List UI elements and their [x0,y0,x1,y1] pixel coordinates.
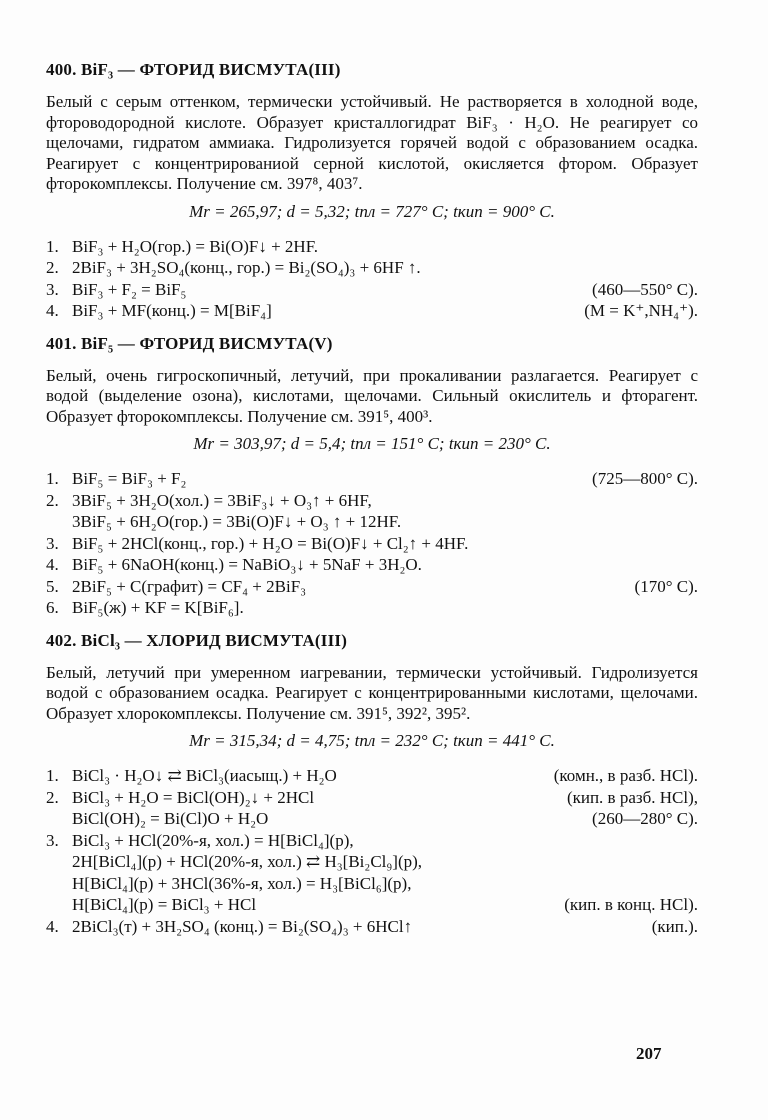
reaction-equation: BiF₅ + 6NaOH(конц.) = NaBiO₃↓ + 5NaF + 3H₂O. [72,555,422,574]
reaction-line [46,554,698,576]
reaction-equation: 3BiF₅ + 3H₂O(хол.) = 3BiF₃↓ + O₃↑ + 6HF, [72,490,372,510]
reaction-list-402 [46,765,698,937]
reaction-equation: BiCl₃ · H₂O↓ ⇄ BiCl₃(иасыщ.) + H₂O [72,766,337,785]
reaction-condition: (260—280° C). [592,809,698,828]
reaction-line [46,851,698,873]
reaction-line [46,468,698,490]
reaction-number: 1. [46,766,59,785]
reaction-line [46,300,698,322]
reaction-number [46,851,72,873]
reaction-number [46,808,72,830]
reaction-condition [690,533,698,555]
reaction-equation: H[BiCl₄](р) + 3HCl(36%-я, хол.) = H₃[BiCl₆](р), [72,873,412,893]
reaction-list-401 [46,468,698,619]
reaction-equation: BiF₅(ж) + KF = K[BiF₆]. [72,598,244,617]
reaction-line [46,830,698,852]
reaction-condition [690,511,698,533]
section-properties-401: Mr = 303,97; d = 5,4; tпл = 151° C; tкип = 230° C. [193,434,551,453]
reaction-line [46,765,698,787]
reaction-condition [690,554,698,576]
reaction-condition [690,830,698,852]
reaction-number: 4. [46,301,59,320]
reaction-number [46,873,72,895]
reaction-condition [690,851,698,873]
page-content [46,60,698,937]
reaction-equation: H[BiCl₄](р) = BiCl₃ + HCl [72,895,257,914]
reaction-number: 2. [46,787,59,807]
reaction-equation: 2BiF₅ + C(графит) = CF₄ + 2BiF₃ [72,576,307,596]
reaction-condition [690,236,698,258]
reaction-list-400 [46,236,698,322]
reaction-equation: BiCl₃ + H₂O = BiCl(OH)₂↓ + 2HCl [72,787,315,807]
section-description-401: Белый, очень гигроскопичный, летучий, при прокаливании разлагается. Реагирует с водой (выделение озона), кислотами, щелочами. Сильный окислитель и фторагент. Образует фторокомплексы. Получение см. 391⁵, 400³. [46,365,698,426]
reaction-number: 5. [46,576,59,596]
reaction-line [46,533,698,555]
reaction-line [46,279,698,301]
reaction-equation: 2BiF₃ + 3H₂SO₄(конц., гор.) = Bi₂(SO₄)₃ + 6HF ↑. [72,258,421,277]
reaction-number [46,894,72,916]
page-number: 207 [636,1044,662,1063]
reaction-number: 6. [46,598,59,617]
reaction-line [46,597,698,619]
reaction-line [46,873,698,895]
reaction-number: 3. [46,533,59,553]
reaction-equation: BiF₅ = BiF₃ + F₂ [72,469,187,488]
section-description-402: Белый, летучий при умеренном иагревании, термически устойчивый. Гидролизуется водой с образованием осадка. Реагирует с концентрированными кислотами, щелочами. Образует хлорокомплексы. Получение см. 391⁵, 392², 395². [46,662,698,723]
reaction-number: 2. [46,490,59,510]
reaction-line [46,236,698,258]
reaction-equation: BiF₃ + H₂O(гор.) = Bi(O)F↓ + 2HF. [72,236,319,256]
reaction-equation: 3BiF₅ + 6H₂O(гор.) = 3Bi(O)F↓ + O₃ ↑ + 12HF. [72,512,402,531]
reaction-condition [690,490,698,512]
reaction-line [46,511,698,533]
reaction-equation: BiCl₃ + HCl(20%-я, хол.) = H[BiCl₄](р), [72,830,354,850]
reaction-number: 2. [46,258,59,277]
reaction-condition: (комн., в разб. HCl). [553,766,698,785]
section-properties-402: Mr = 315,34; d = 4,75; tпл = 232° C; tкип = 441° C. [189,731,555,750]
reaction-equation: 2BiCl₃(т) + 3H₂SO₄ (конц.) = Bi₂(SO₄)₃ + 6HCl↑ [72,916,413,936]
reaction-condition: (M = K⁺,NH₄⁺). [584,301,698,320]
reaction-equation: 2H[BiCl₄](р) + HCl(20%-я, хол.) ⇄ H₃[Bi₂Cl₉](р), [72,852,423,871]
reaction-number: 4. [46,916,59,936]
reaction-condition: (725—800° C). [592,469,698,488]
reaction-condition: (460—550° C). [592,279,698,299]
section-title-402: 402. BiCl₃ — ХЛОРИД ВИСМУТА(III) [46,630,348,650]
reaction-number: 1. [46,469,59,488]
reaction-condition: (кип.). [651,916,698,936]
reaction-condition: (кип. в разб. HCl), [566,787,698,807]
section-description-400: Белый с серым оттенком, термически устойчивый. Не растворяется в холодной воде, фтороводородной кислоте. Образует кристаллогидрат BiF₃ · H₂O. Не реагирует со щелочами, гидратом аммиака. Гидролизуется горячей водой с образованием осадка. Реагирует с концентрированиой серной кислотой, окисляется фтором. Образует фторокомплексы. Получение см. 397⁸, 403⁷. [46,92,698,193]
reaction-line [46,916,698,938]
reaction-line [46,808,698,830]
reaction-number: 4. [46,555,59,574]
reaction-number [46,511,72,533]
reaction-number: 1. [46,236,59,256]
reaction-condition: (кип. в конц. HCl). [564,895,698,914]
reaction-equation: BiCl(OH)₂ = Bi(Cl)O + H₂O [72,809,269,828]
reaction-condition [690,257,698,279]
reaction-equation: BiF₃ + F₂ = BiF₅ [72,279,187,299]
reaction-line [46,576,698,598]
section-title-400: 400. BiF₃ — ФТОРИД ВИСМУТА(III) [46,60,341,79]
reaction-number: 3. [46,279,59,299]
section-properties-400: Mr = 265,97; d = 5,32; tпл = 727° C; tкип = 900° C. [189,201,555,221]
reaction-equation: BiF₅ + 2HCl(конц., гор.) + H₂O = Bi(O)F↓ + Cl₂↑ + 4HF. [72,533,469,553]
reaction-line [46,257,698,279]
reaction-condition [690,597,698,619]
reaction-line [46,490,698,512]
reaction-condition: (170° C). [634,576,698,596]
reaction-number: 3. [46,830,59,850]
reaction-condition [690,873,698,895]
section-title-401: 401. BiF₅ — ФТОРИД ВИСМУТА(V) [46,333,333,353]
reaction-line [46,787,698,809]
reaction-equation: BiF₃ + MF(конц.) = M[BiF₄] [72,301,272,320]
reaction-line [46,894,698,916]
